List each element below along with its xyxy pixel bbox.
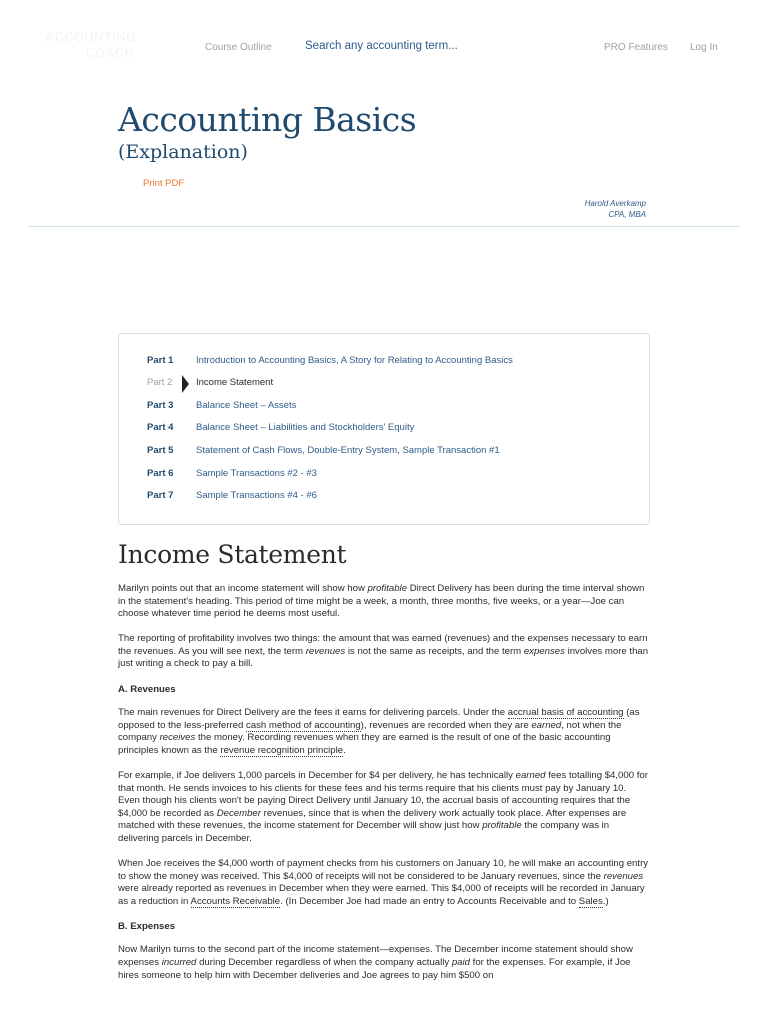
toc-part-label: Part 7	[147, 490, 174, 501]
logo-line-2: COACH	[86, 46, 135, 60]
site-header	[0, 0, 768, 95]
toc-part-title[interactable]: Introduction to Accounting Basics, A Story for Relating to Accounting Basics	[196, 355, 513, 366]
subheading-expenses: B. Expenses	[118, 920, 176, 932]
toc-part-label: Part 3	[147, 400, 174, 411]
paragraph-5: When Joe receives the $4,000 worth of payment checks from his customers on January 10, he will make an accounting entry to show the money was received. This $4,000 of receipts will not be considered to be January revenues, since the revenues were already reported as revenues in December when they were earned. This $4,000 of receipts will be recorded in January as a reduction in Accounts Receivable. (In December Joe had made an entry to Accounts Receivable and to Sales.)	[118, 858, 649, 907]
toc-part-title[interactable]: Sample Transactions #2 - #3	[196, 468, 317, 479]
page-title: Accounting Basics	[118, 100, 417, 139]
glossary-link-revenue-recognition[interactable]: revenue recognition principle	[220, 744, 344, 756]
toc-part-label: Part 6	[147, 468, 174, 479]
paragraph-1: Marilyn points out that an income statement will show how profitable Direct Delivery has been during the time interval shown in the statement's heading. This period of time might be a week, a month, three months, five weeks, or a year—Joe can choose whatever time period he deems most useful.	[118, 583, 645, 620]
paragraph-3: The main revenues for Direct Delivery are the fees it earns for delivering parcels. Under the accrual basis of accounting (as opposed to the less-preferred cash method of accounting), revenues are recorded when they are earned, not when the company receives the money. Recording revenues when they are earned is the result of one of the basic accounting principles known as the revenue recognition principle.	[118, 707, 640, 756]
paragraph-4: For example, if Joe delivers 1,000 parcels in December for $4 per delivery, he has technically earned fees totalling $4,000 for that month. He sends invoices to his clients for these fees and his terms require that his clients must pay by January 10. Even though his clients won't be paying Direct Delivery until January 10, the accrual basis of accounting requires that the $4,000 be recorded as December revenues, since that is when the delivery work actually took place. After expenses are matched with these revenues, the income statement for December will show just how profitable the company was in delivering parcels in December.	[118, 769, 648, 844]
toc-part-title[interactable]: Statement of Cash Flows, Double-Entry System, Sample Transaction #1	[196, 445, 500, 456]
toc-part-title[interactable]: Sample Transactions #4 - #6	[196, 490, 317, 501]
toc-part-title[interactable]: Balance Sheet – Liabilities and Stockholders' Equity	[196, 422, 415, 433]
paragraph-2: The reporting of profitability involves two things: the amount that was earned (revenues) and the expenses necessary to earn the revenues. As you will see next, the term revenues is not the same as receipts, and the term expenses involves more than just writing a check to pay a bill.	[118, 633, 649, 670]
author-credentials: CPA, MBA	[608, 209, 646, 219]
author-byline	[585, 199, 646, 220]
current-part-arrow-icon	[182, 375, 189, 393]
author-name: Harold Averkamp	[584, 199, 646, 208]
logo-line-1: ACCOUNTING	[46, 30, 137, 44]
search-input[interactable]: Search any accounting term...	[305, 40, 458, 52]
section-heading: Income Statement	[118, 540, 347, 569]
glossary-link-accrual-basis[interactable]: accrual basis of accounting	[507, 707, 624, 719]
glossary-link-sales[interactable]: Sales	[578, 895, 603, 907]
toc-part-label: Part 2	[147, 377, 173, 388]
nav-login[interactable]: Log In	[690, 42, 718, 53]
article-body	[118, 540, 650, 995]
toc-part-label: Part 1	[147, 355, 174, 366]
print-pdf-link[interactable]: Print PDF	[143, 178, 185, 189]
course-parts-toc	[118, 333, 650, 525]
glossary-link-cash-method[interactable]: cash method of accounting	[246, 719, 361, 731]
nav-course-outline[interactable]: Course Outline	[205, 42, 272, 53]
subheading-revenues: A. Revenues	[118, 683, 176, 695]
site-logo[interactable]	[46, 30, 156, 66]
paragraph-6: Now Marilyn turns to the second part of the income statement—expenses. The December income statement should show expenses incurred during December regardless of when the company actually paid for the expenses. For example, if Joe hires someone to help him with December deliveries and Joe agrees to pay him $500 on	[118, 944, 633, 981]
header-divider	[28, 226, 740, 227]
glossary-link-accounts-receivable[interactable]: Accounts Receivable	[190, 895, 281, 907]
toc-part-title[interactable]: Balance Sheet – Assets	[196, 400, 297, 411]
nav-pro-features[interactable]: PRO Features	[604, 42, 668, 53]
toc-part-title: Income Statement	[196, 377, 274, 388]
toc-part-label: Part 4	[147, 422, 174, 433]
toc-part-label: Part 5	[147, 445, 174, 456]
page-subtitle: (Explanation)	[118, 141, 248, 163]
